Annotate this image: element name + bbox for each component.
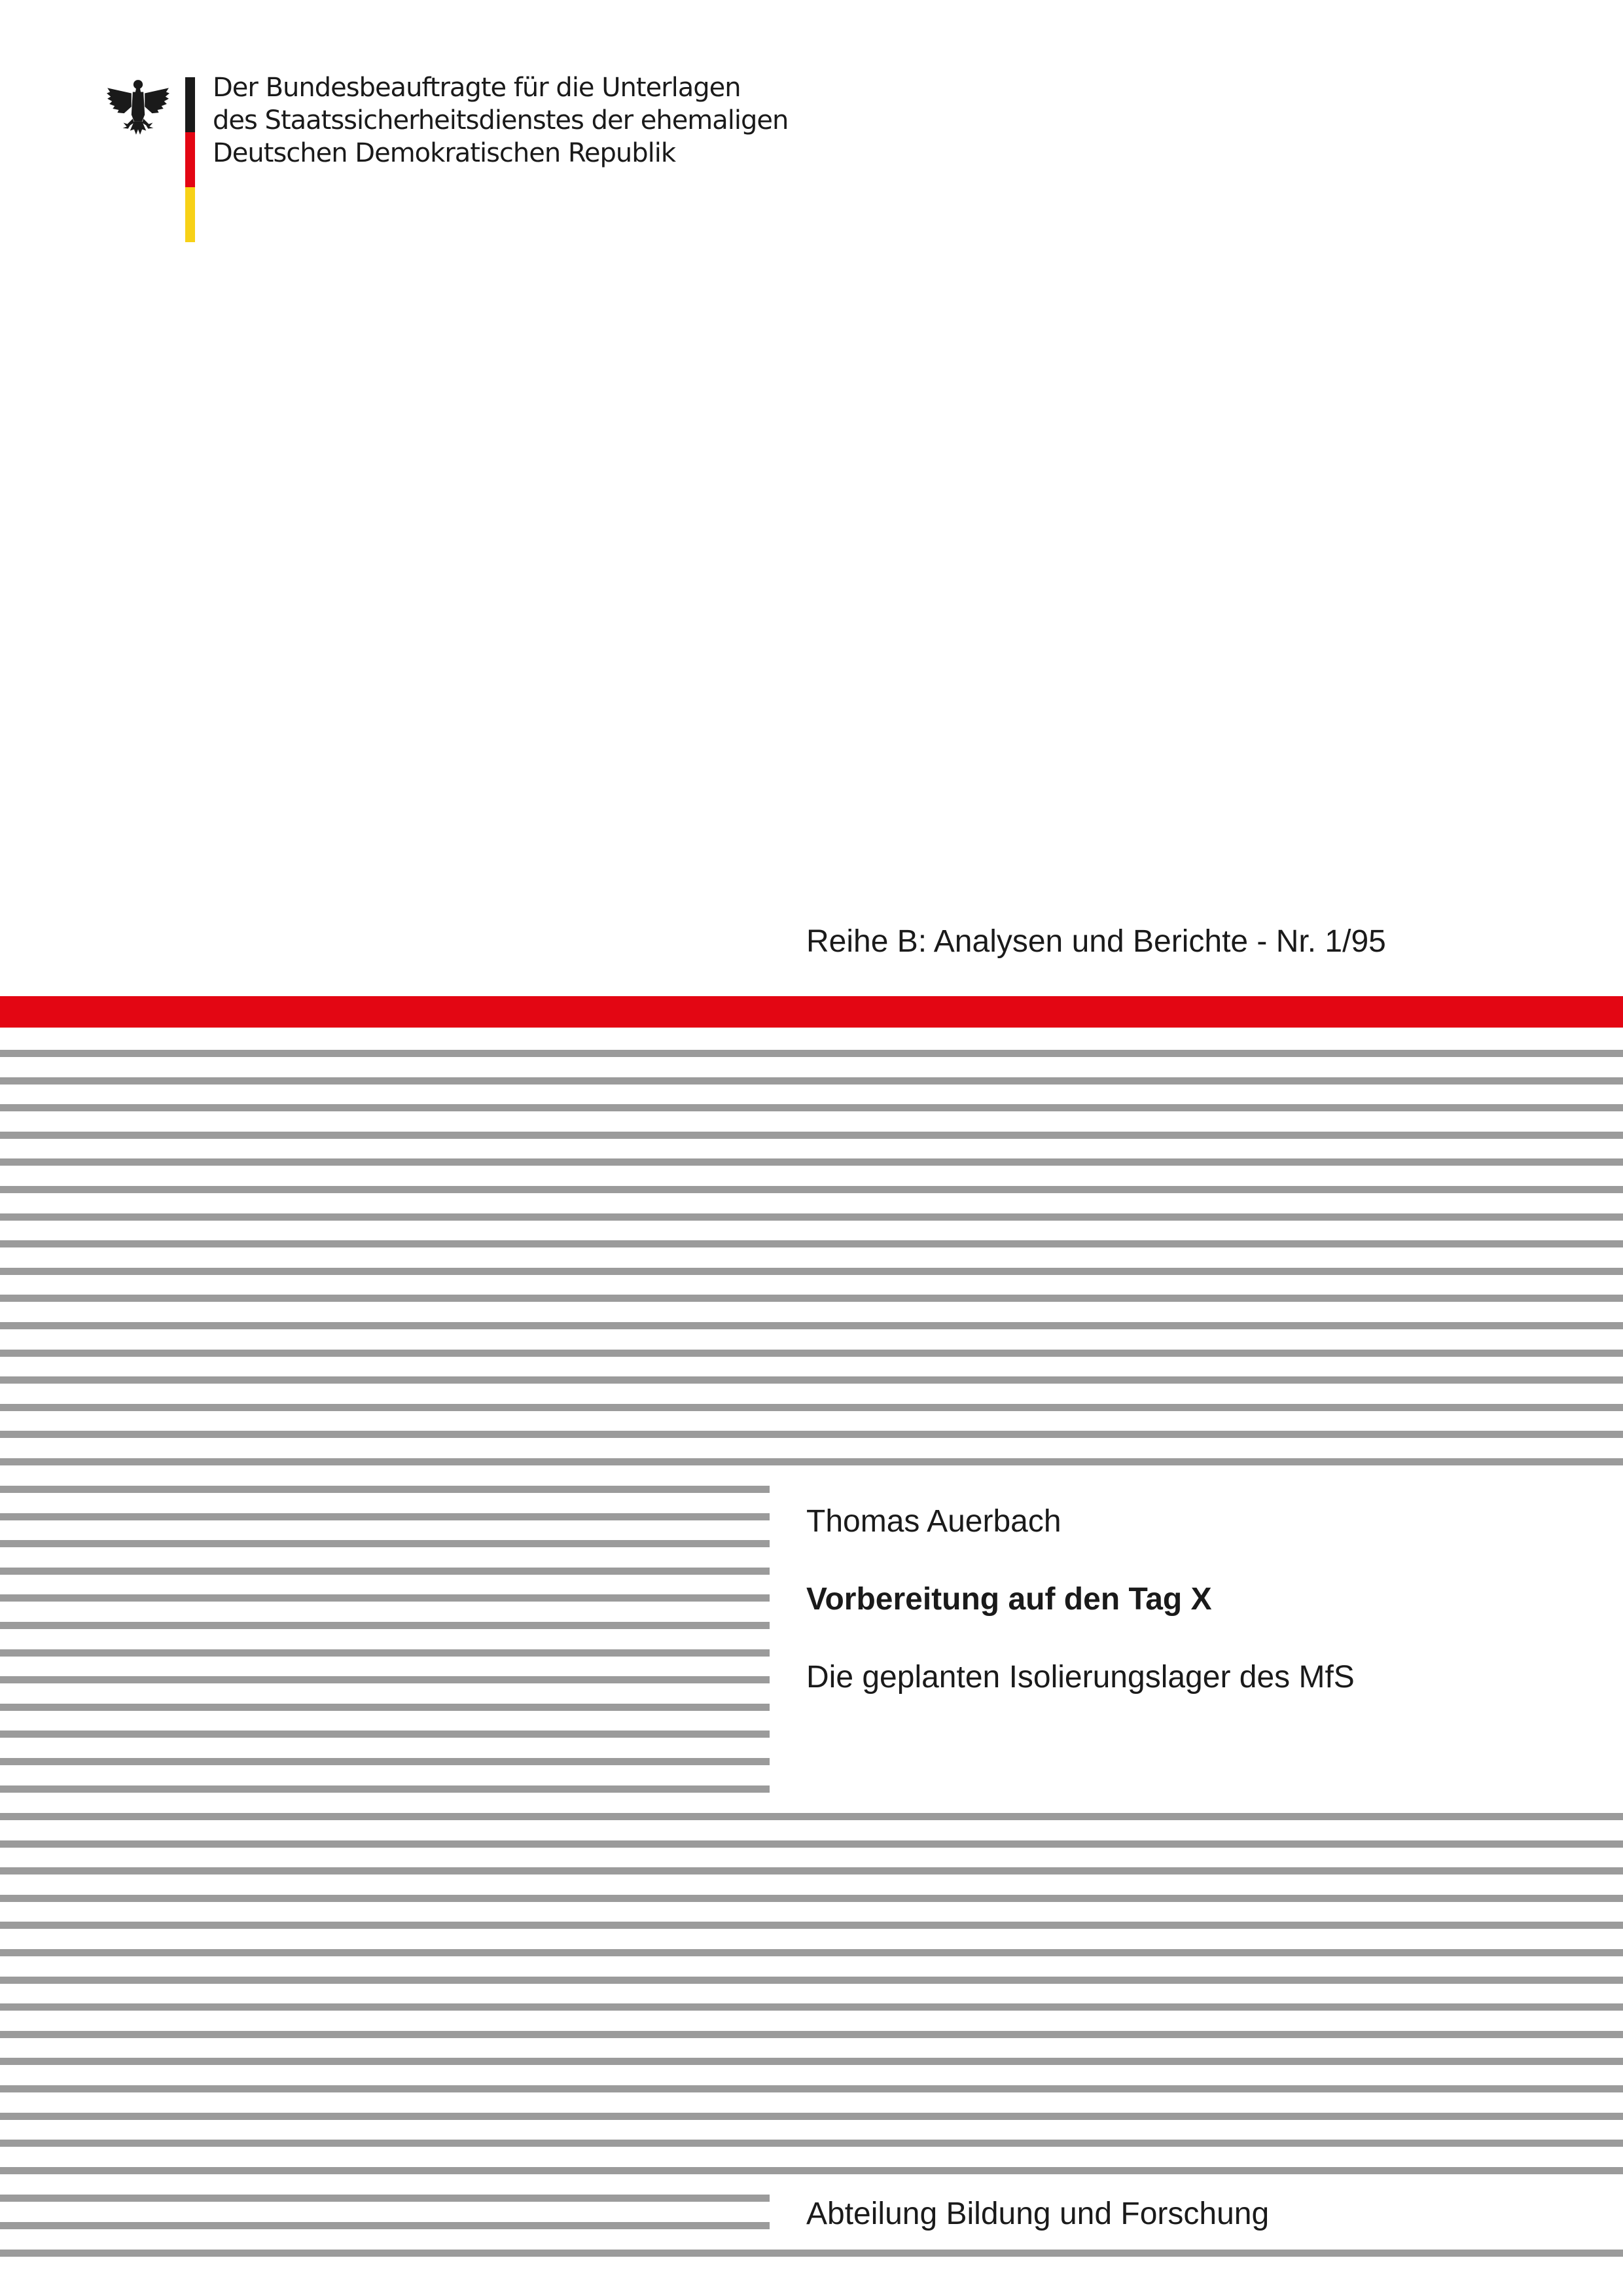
gray-stripe — [0, 1813, 1623, 1820]
gray-stripe — [0, 1132, 1623, 1139]
gray-stripe — [0, 1731, 770, 1738]
gray-stripe — [0, 1322, 1623, 1329]
gray-stripe — [0, 1676, 770, 1683]
gray-stripe — [0, 1376, 1623, 1384]
gray-stripe — [0, 1104, 1623, 1111]
gray-stripe — [0, 1540, 770, 1547]
gray-stripe — [0, 1704, 770, 1711]
gray-stripe — [0, 1758, 770, 1765]
gray-stripe — [0, 1513, 770, 1520]
gray-stripe — [0, 1158, 1623, 1166]
gray-stripe — [0, 2250, 1623, 2257]
gray-stripe — [0, 1568, 770, 1575]
series-label: Reihe B: Analysen und Berichte - Nr. 1/95 — [806, 924, 1386, 959]
gray-stripe — [0, 1050, 1623, 1057]
gray-stripe — [0, 1622, 770, 1629]
gray-stripe — [0, 2167, 1623, 2174]
gray-stripe — [0, 1458, 1623, 1465]
gray-stripe — [0, 2222, 770, 2229]
gray-stripe — [0, 1977, 1623, 1984]
gray-stripe — [0, 2085, 1623, 2092]
gray-stripe — [0, 1295, 1623, 1302]
gray-stripe — [0, 1186, 1623, 1193]
gray-stripe — [0, 1785, 770, 1793]
authority-line: des Staatssicherheitsdienstes der ehemaligen — [213, 105, 789, 135]
document-title: Vorbereitung auf den Tag X — [806, 1582, 1212, 1617]
flag-bar — [185, 77, 195, 242]
gray-stripe — [0, 1867, 1623, 1874]
department-name: Abteilung Bildung und Forschung — [806, 2197, 1270, 2231]
flag-red-segment — [185, 132, 195, 187]
red-accent-bar — [0, 996, 1623, 1028]
gray-stripe — [0, 2113, 1623, 2120]
gray-stripe — [0, 2058, 1623, 2065]
gray-stripe — [0, 1840, 1623, 1848]
gray-stripe — [0, 1240, 1623, 1247]
gray-stripe — [0, 1077, 1623, 1085]
gray-stripe — [0, 1404, 1623, 1411]
flag-gold-segment — [185, 187, 195, 242]
gray-stripe — [0, 1350, 1623, 1357]
gray-stripe — [0, 1213, 1623, 1221]
gray-stripe — [0, 1594, 770, 1602]
gray-stripe — [0, 1922, 1623, 1929]
gray-stripe — [0, 1431, 1623, 1438]
gray-stripe — [0, 1895, 1623, 1902]
authority-line: Deutschen Demokratischen Republik — [213, 138, 676, 168]
gray-stripe — [0, 1649, 770, 1657]
gray-stripe — [0, 1486, 770, 1493]
flag-black-segment — [185, 77, 195, 132]
gray-stripe — [0, 1268, 1623, 1275]
authority-name — [213, 71, 788, 170]
federal-eagle-icon — [105, 75, 171, 141]
gray-stripe — [0, 2031, 1623, 2038]
author-name: Thomas Auerbach — [806, 1504, 1061, 1539]
gray-stripe — [0, 1949, 1623, 1956]
gray-stripe — [0, 2003, 1623, 2011]
gray-stripe — [0, 2195, 770, 2202]
authority-line: Der Bundesbeauftragte für die Unterlagen — [213, 73, 741, 103]
document-subtitle: Die geplanten Isolierungslager des MfS — [806, 1660, 1355, 1695]
gray-stripe — [0, 2140, 1623, 2147]
